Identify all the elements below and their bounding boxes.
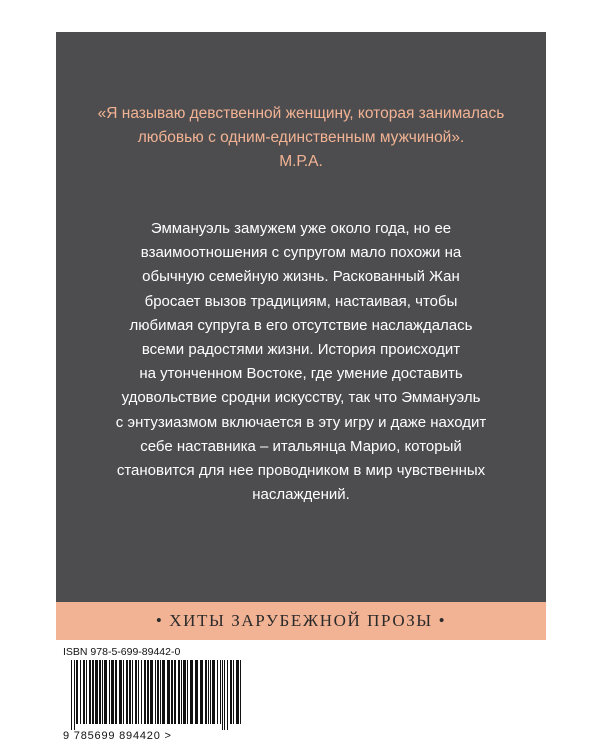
isbn-label: ISBN 978-5-699-89442-0 [63, 646, 181, 658]
description-line: Эммануэль замужем уже около года, но ее [150, 220, 452, 237]
description-line: обычную семейную жизнь. Раскованный Жан [142, 268, 460, 286]
description-line: удовольствие сродни искусству, так что Эммануэль [121, 389, 481, 407]
book-description [56, 217, 546, 507]
series-title: • ХИТЫ ЗАРУБЕЖНОЙ ПРОЗЫ • [155, 611, 447, 630]
description-line: бросает вызов традициям, настаивая, чтобы [144, 292, 458, 310]
description-line: взаимоотношения с супругом мало похожи на [140, 244, 462, 262]
description-line: любимая супруга в его отсутствие наслаждалась [129, 316, 473, 334]
description-line: всеми радостями жизни. История происходит [141, 341, 461, 359]
quote-line: любовью с одним-единственным мужчиной». [137, 129, 465, 146]
quote-line: «Я называю девственной женщину, которая занималась [97, 105, 505, 122]
epigraph-quote [56, 102, 546, 174]
description-line: наслаждений. [252, 486, 350, 504]
description-line: на утонченном Востоке, где умение доставить [139, 365, 463, 383]
series-banner [56, 602, 546, 640]
description-line: себе наставника – итальянца Марио, который [140, 437, 462, 455]
description-line: с энтузиазмом включается в эту игру и даже находит [115, 413, 487, 431]
barcode-area [63, 646, 251, 742]
description-line: становится для нее проводником в мир чувственных [116, 462, 486, 480]
quote-author: М.Р.А. [279, 153, 323, 170]
back-cover-panel [56, 32, 546, 602]
barcode-icon [69, 660, 245, 730]
barcode-digits: 9 785699 894420 > [63, 730, 172, 742]
